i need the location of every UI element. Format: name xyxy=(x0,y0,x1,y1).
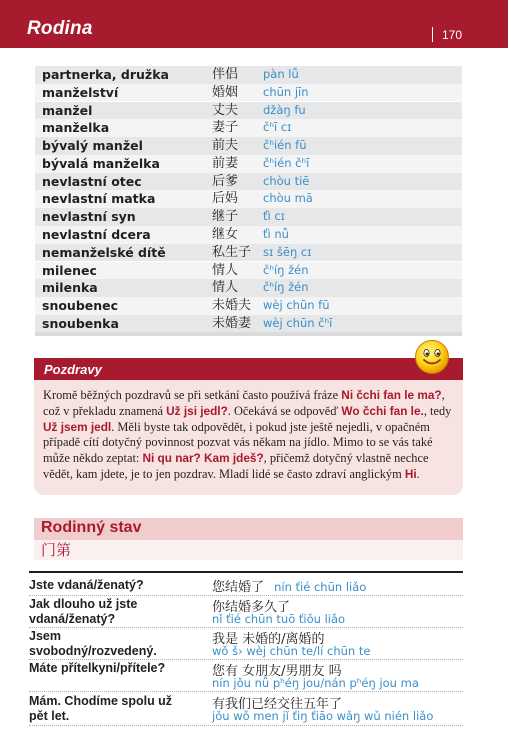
highlighted-phrase: Hi xyxy=(404,466,417,481)
vocab-chinese: 情人 xyxy=(212,262,239,278)
vocab-chinese: 丈夫 xyxy=(212,102,239,118)
header-divider xyxy=(432,27,433,42)
vocab-chinese: 继女 xyxy=(212,227,239,243)
section-title: Rodinný stav xyxy=(41,519,142,536)
vocab-row xyxy=(35,297,462,315)
phrase-pinyin: nín ťié chūn liǎo xyxy=(274,580,367,594)
chapter-title: Rodina xyxy=(27,18,93,39)
vocab-pinyin: wèj chūn fū xyxy=(263,298,330,313)
vocab-pinyin: chūn jīn xyxy=(263,84,309,99)
vocab-pinyin: čʰī cɪ xyxy=(263,120,292,135)
phrase-chinese: 你结婚多久了 xyxy=(212,600,291,615)
phrase-pinyin: jǒu wǒ men jǐ ťiŋ ťiāo wǎŋ wǔ nién liǎo xyxy=(212,709,434,723)
vocab-row xyxy=(35,137,462,155)
highlighted-phrase: Už jsem jedl xyxy=(43,419,112,434)
text-segment: , přičemž dotyčný vlastně nechce vědět, kam jdete, je to jen pozdrav. Mladí lidé se často zdraví anglickým xyxy=(43,451,429,481)
greetings-box xyxy=(34,358,463,495)
vocab-chinese: 后爹 xyxy=(212,173,239,189)
section-header-subbar xyxy=(34,540,463,560)
vocab-row xyxy=(35,173,462,191)
vocab-pinyin: chòu tiē xyxy=(263,173,310,188)
page-header xyxy=(0,0,508,48)
phrase-pinyin: nín jǒu nǚ pʰéŋ jou/nán pʰéŋ jou ma xyxy=(212,676,419,690)
vocab-chinese: 继子 xyxy=(212,209,239,225)
phrase-czech: Jak dlouho už jste vdaná/ženatý? xyxy=(29,597,138,626)
phrases-top-rule xyxy=(29,571,463,573)
vocab-row xyxy=(35,262,462,280)
text-segment: . Měli byste tak odpovědět, i pokud jste ještě nejedli, v opačném případě cítí dotyčný povinnost pozvat vás někam na jídlo. Mimo to se vás také může někdo zeptat: xyxy=(43,419,433,466)
section-title-chinese: 门第 xyxy=(41,541,72,559)
vocab-czech: snoubenec xyxy=(42,298,119,314)
highlighted-phrase: Už jsi jedl? xyxy=(166,403,228,418)
text-segment: , což v překladu znamená xyxy=(43,388,445,418)
vocab-czech: manžel xyxy=(42,102,93,118)
table-bottom-rule xyxy=(35,332,462,336)
vocab-row xyxy=(35,84,462,102)
vocab-czech: nevlastní otec xyxy=(42,173,142,189)
vocab-pinyin: čʰién čʰī xyxy=(263,155,310,170)
vocab-pinyin: čʰíŋ žén xyxy=(263,262,309,277)
vocab-pinyin: čʰién fū xyxy=(263,138,307,153)
vocab-czech: nevlastní matka xyxy=(42,191,156,207)
vocab-czech: milenka xyxy=(42,280,98,296)
highlighted-phrase: Ni qu nar? Kam jdeš? xyxy=(142,451,264,466)
text-segment: . xyxy=(416,466,420,481)
vocab-row xyxy=(35,244,462,262)
page-number: 170 xyxy=(442,28,463,42)
text-segment: . Očekává se odpověď xyxy=(227,403,342,418)
phrase-pinyin: nǐ ťié chūn tuō ťiǒu liǎo xyxy=(212,612,346,626)
vocab-pinyin: ťì cɪ xyxy=(263,209,285,224)
vocab-chinese: 情人 xyxy=(212,280,239,296)
vocab-pinyin: chòu mā xyxy=(263,191,313,206)
vocab-chinese: 妻子 xyxy=(212,120,239,136)
greetings-text xyxy=(43,388,457,483)
vocab-czech: nemanželské dítě xyxy=(42,244,166,260)
vocab-row xyxy=(35,315,462,333)
vocab-czech: partnerka, družka xyxy=(42,67,169,82)
vocab-chinese: 后妈 xyxy=(212,191,239,207)
vocab-pinyin: džàŋ fu xyxy=(263,102,306,117)
highlighted-phrase: Ni čchi fan le ma? xyxy=(341,388,442,402)
vocab-czech: manželství xyxy=(42,84,119,100)
vocab-chinese: 私生子 xyxy=(212,244,252,260)
phrase-row xyxy=(29,596,463,628)
phrase-czech: Mám. Chodíme spolu už pět let. xyxy=(29,694,173,723)
vocab-row xyxy=(35,190,462,208)
vocab-pinyin: pàn lǚ xyxy=(263,67,299,81)
phrase-row xyxy=(29,692,463,726)
phrase-pinyin: wǒ š› wèj chūn te/lí chūn te xyxy=(212,644,371,658)
vocab-pinyin: čʰíŋ žén xyxy=(263,280,309,295)
vocab-pinyin: ťì nǚ xyxy=(263,227,289,242)
vocab-chinese: 未婚妻 xyxy=(212,315,252,331)
vocab-czech: snoubenka xyxy=(42,315,119,331)
vocab-row xyxy=(35,226,462,244)
vocab-chinese: 前夫 xyxy=(212,138,239,154)
smiley-face-icon xyxy=(414,339,450,375)
row-divider xyxy=(29,724,463,726)
vocab-row xyxy=(35,102,462,120)
text-segment: , tedy xyxy=(423,403,452,418)
phrase-chinese: 我是 未婚的/离婚的 xyxy=(212,632,325,647)
vocab-chinese: 婚姻 xyxy=(212,84,239,100)
vocab-row xyxy=(35,208,462,226)
vocab-chinese: 未婚夫 xyxy=(212,298,252,314)
phrase-row xyxy=(29,574,463,596)
vocab-row xyxy=(35,66,462,84)
vocab-pinyin: sɪ šēŋ cɪ xyxy=(263,244,312,259)
greetings-title: Pozdravy xyxy=(44,362,102,377)
text-segment: Kromě běžných pozdravů se při setkání často používá fráze xyxy=(43,388,342,402)
phrase-chinese: 您结婚了 xyxy=(212,580,265,595)
vocab-czech: milenec xyxy=(42,262,97,278)
vocab-row xyxy=(35,279,462,297)
vocab-chinese: 伴侣 xyxy=(212,67,239,82)
phrase-czech: Jsem svobodný/rozvedený. xyxy=(29,629,157,658)
greetings-box-header xyxy=(34,358,463,380)
phrase-row xyxy=(29,660,463,692)
vocab-chinese: 前妻 xyxy=(212,155,239,171)
vocab-row xyxy=(35,119,462,137)
vocab-czech: bývalá manželka xyxy=(42,155,160,171)
vocab-czech: manželka xyxy=(42,120,110,136)
vocab-pinyin: wèj chūn čʰī xyxy=(263,315,333,330)
vocab-czech: bývalý manžel xyxy=(42,138,143,154)
vocab-row xyxy=(35,155,462,173)
vocabulary-table xyxy=(35,66,462,333)
phrase-chinese: 您有 女朋友/男朋友 吗 xyxy=(212,664,342,679)
vocab-czech: nevlastní dcera xyxy=(42,227,151,243)
phrase-czech: Jste vdaná/ženatý? xyxy=(29,578,144,592)
phrase-chinese: 有我们已经交往五年了 xyxy=(212,697,343,712)
phrase-czech: Máte přítelkyni/přítele? xyxy=(29,661,166,675)
highlighted-phrase: Wo čchi fan le. xyxy=(341,403,424,418)
vocab-czech: nevlastní syn xyxy=(42,209,136,225)
phrase-row xyxy=(29,628,463,660)
